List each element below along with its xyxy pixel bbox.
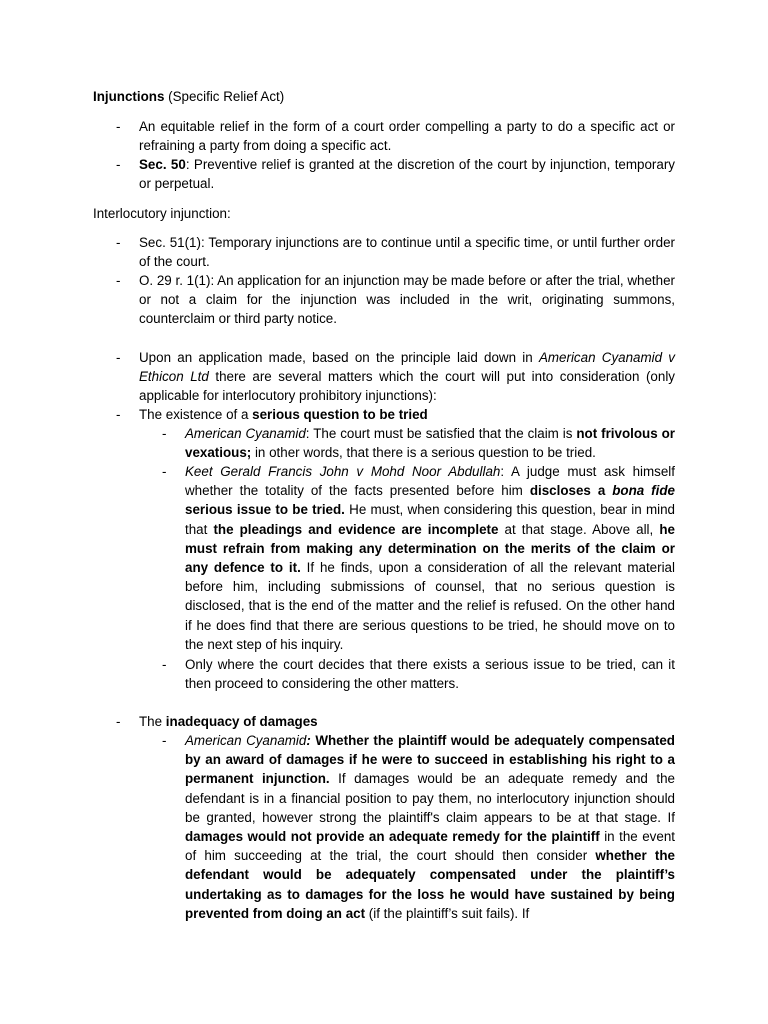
list-item <box>116 233 675 271</box>
list-item <box>116 271 675 329</box>
list-item <box>116 712 675 731</box>
bullet-dash: - <box>116 235 121 250</box>
bullet-dash: - <box>116 714 121 729</box>
sub-list-item <box>162 462 675 654</box>
sec51-text: Sec. 51(1): Temporary injunctions are to continue until a specific time, or until further order of the court. <box>139 235 675 270</box>
keet-gerald-text: Keet Gerald Francis John v Mohd Noor Abdullah: A judge must ask himself whether the totality of the facts presented before him discloses a bona fide serious issue to be tried. He must, when considering this question, bear in mind that the pleadings and evidence are incomplete at that stage. Above all, he must refrain from making any determination on the merits of the claim or any defence to it. If he finds, upon a consideration of all the relevant material before him, including submissions of counsel, that no serious question is disclosed, that is the end of the matter and the relief is refused. On the other hand if he does find that there are serious questions to be tried, he should move on to the next step of his inquiry. <box>185 464 675 652</box>
serious-question-heading: The existence of a serious question to be tried <box>139 407 428 422</box>
sub-list-item <box>162 424 675 462</box>
american-cyanamid-text: American Cyanamid: The court must be satisfied that the claim is not frivolous or vexatious; in other words, that there is a serious question to be tried. <box>185 426 675 461</box>
sec50-text: Sec. 50: Preventive relief is granted at the discretion of the court by injunction, temporary or perpetual. <box>139 157 675 192</box>
principle-text: Upon an application made, based on the principle laid down in American Cyanamid v Ethicon Ltd there are several matters which the court will put into consideration (only applicable for interlocutory prohibitory injunctions): <box>139 350 675 404</box>
bullet-dash: - <box>116 273 121 288</box>
list-item <box>116 405 675 424</box>
title-bold: Injunctions <box>93 89 165 104</box>
bullet-dash: - <box>162 464 167 479</box>
section-heading-interlocutory: Interlocutory injunction: <box>93 206 231 221</box>
damages-heading: The inadequacy of damages <box>139 714 318 729</box>
bullet-dash: - <box>162 426 167 441</box>
bullet-dash: - <box>162 733 167 748</box>
order29-text: O. 29 r. 1(1): An application for an injunction may be made before or after the trial, whether or not a claim for the injunction was included in the writ, originating summons, counterclaim or third party notice. <box>139 273 675 327</box>
serious-issue-conclusion: Only where the court decides that there exists a serious issue to be tried, can it then proceed to considering the other matters. <box>185 657 675 692</box>
bullet-dash: - <box>116 350 121 365</box>
page-title <box>93 87 675 106</box>
bullet-dash: - <box>116 157 121 172</box>
definition-text: An equitable relief in the form of a court order compelling a party to do a specific act or refraining a party from doing a specific act. <box>139 119 675 154</box>
bullet-dash: - <box>162 657 167 672</box>
bullet-dash: - <box>116 119 121 134</box>
title-rest: (Specific Relief Act) <box>164 89 285 104</box>
list-item <box>116 117 675 155</box>
sub-list-item <box>162 731 675 923</box>
sub-list-item <box>162 655 675 693</box>
bullet-dash: - <box>116 407 121 422</box>
damages-american-cyanamid-text: American Cyanamid: Whether the plaintiff would be adequately compensated by an award of damages if he were to succeed in establishing his right to a permanent injunction. If damages would be an adequate remedy and the defendant is in a financial position to pay them, no interlocutory injunction should be granted, however strong the plaintiff's claim appears to be at that stage. If damages would not provide an adequate remedy for the plaintiff in the event of him succeeding at the trial, the court should then consider whether the defendant would be adequately compensated under the plaintiff’s undertaking as to damages for the loss he would have sustained by being prevented from doing an act (if the plaintiff’s suit fails). If <box>185 733 675 921</box>
list-item <box>116 348 675 406</box>
list-item <box>116 155 675 193</box>
